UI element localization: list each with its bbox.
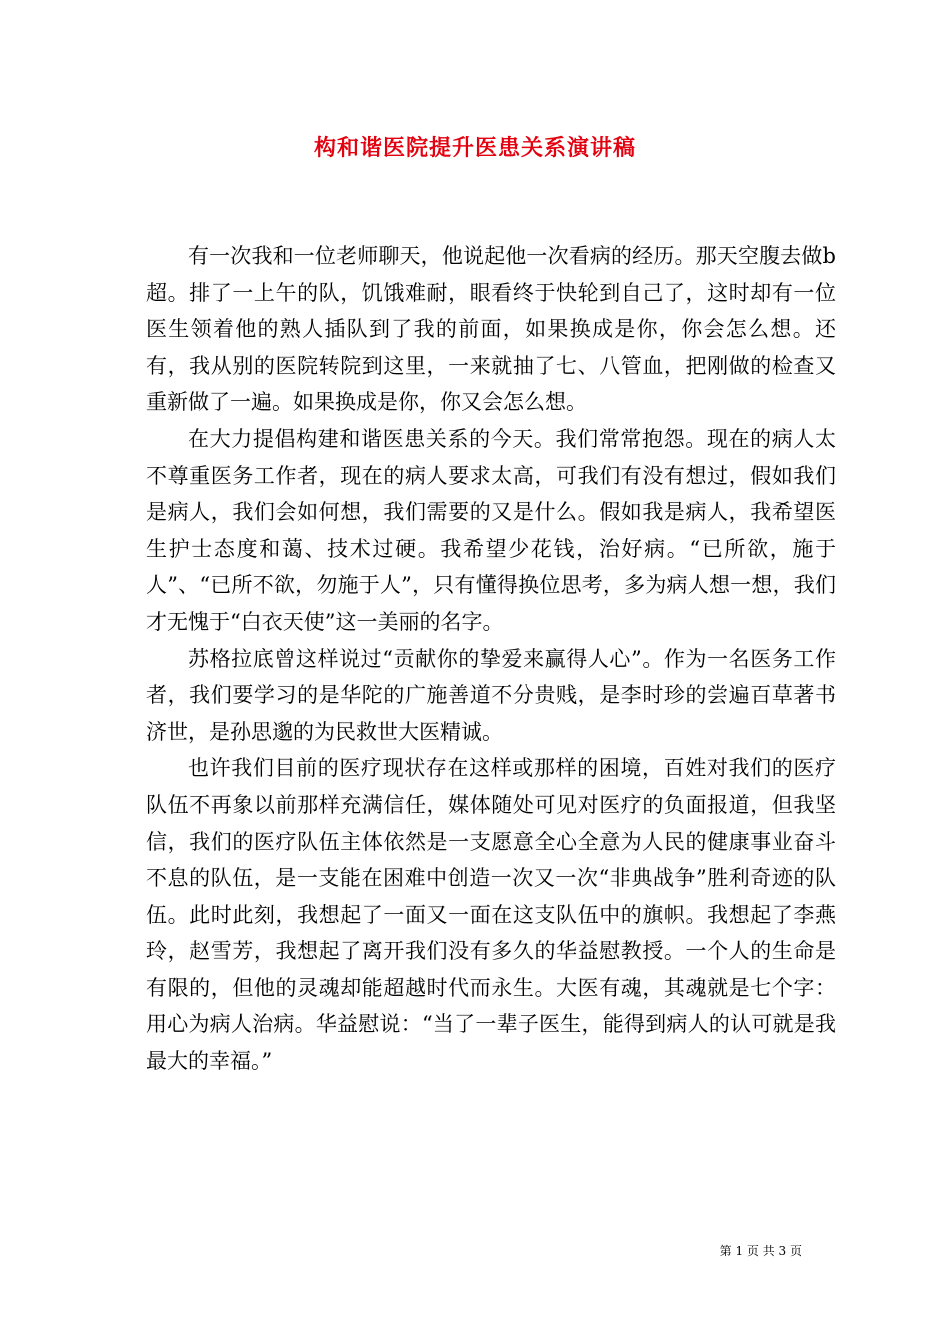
- paragraph-4: 也许我们目前的医疗现状存在这样或那样的困境，百姓对我们的医疗队伍不再象以前那样充满信任，媒体随处可见对医疗的负面报道，但我坚信，我们的医疗队伍主体依然是一支愿意全心全意为人民的健康事业奋斗不息的队伍，是一支能在困难中创造一次又一次“非典战争”胜利奇迹的队伍。此时此刻，我想起了一面又一面在这支队伍中的旗帜。我想起了李燕玲，赵雪芳，我想起了离开我们没有多久的华益慰教授。一个人的生命是有限的，但他的灵魂却能超越时代而永生。大医有魂，其魂就是七个字：用心为病人治病。华益慰说：“当了一辈子医生，能得到病人的认可就是我最大的幸福。”: [146, 756, 836, 1074]
- paragraph-1: 有一次我和一位老师聊天，他说起他一次看病的经历。那天空腹去做b超。排了一上午的队，饥饿难耐，眼看终于快轮到自己了，这时却有一位医生领着他的熟人插队到了我的前面，如果换成是你，你会怎么想。还有，我从别的医院转院到这里，一来就抽了七、八管血，把刚做的检查又重新做了一遍。如果换成是你，你又会怎么想。: [146, 244, 836, 415]
- document-title: 构和谐医院提升医患关系演讲稿: [313, 135, 636, 161]
- paragraph-3: 苏格拉底曾这样说过“贡献你的挚爱来赢得人心”。作为一名医务工作者，我们要学习的是华陀的广施善道不分贵贱，是李时珍的尝遍百草著书济世，是孙思邈的为民救世大医精诚。: [146, 646, 836, 744]
- document-body: [146, 238, 836, 1080]
- page-number-footer: 第 1 页 共 3 页: [719, 1244, 802, 1258]
- paragraph-2: 在大力提倡构建和谐医患关系的今天。我们常常抱怨。现在的病人太不尊重医务工作者，现在的病人要求太高，可我们有没有想过，假如我们是病人，我们会如何想，我们需要的又是什么。假如我是病人，我希望医生护士态度和蔼、技术过硬。我希望少花钱，治好病。“已所欲，施于人”、“已所不欲，勿施于人”，只有懂得换位思考，多为病人想一想，我们才无愧于“白衣天使”这一美丽的名字。: [146, 426, 836, 634]
